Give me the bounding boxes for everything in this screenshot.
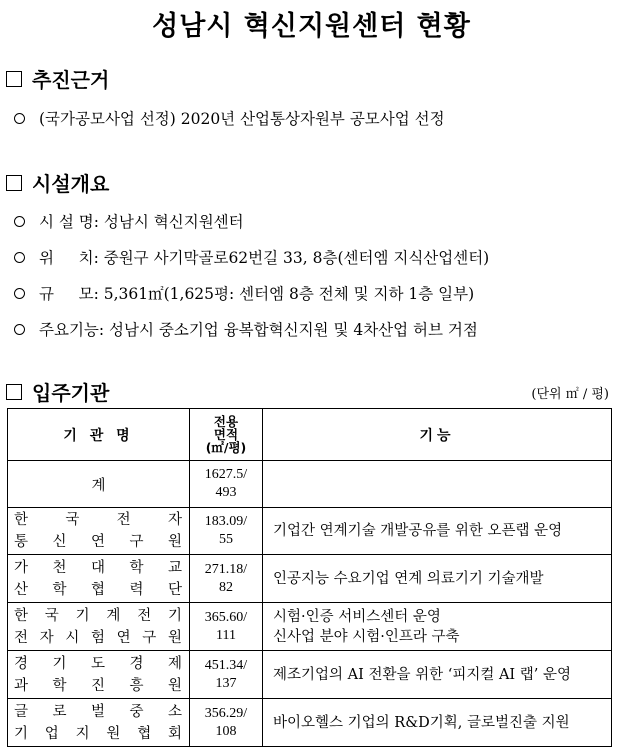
- section-heading-tenants: 입주기관: [6, 377, 109, 406]
- institution-name-line: 경 기 도 경 제: [14, 655, 182, 672]
- institution-name-line: 통 신 연 구 원: [14, 534, 182, 550]
- section-heading-facility: 시설개요: [6, 168, 109, 197]
- table-row: [8, 651, 612, 699]
- institution-name: [8, 555, 190, 603]
- circle-bullet-icon: [14, 113, 25, 124]
- table-row: [8, 603, 612, 651]
- institution-name: [8, 699, 190, 747]
- institution-name-line: 과 학 진 흥 원: [14, 677, 182, 694]
- area-value: 451.34/ 137: [190, 651, 263, 699]
- facility-item-name: 시 설 명: 성남시 혁신지원센터: [14, 210, 244, 232]
- institution-name-line: 산 학 협 력 단: [14, 581, 182, 598]
- table-row-total: [8, 461, 612, 508]
- table-row: [8, 555, 612, 603]
- unit-label: (단위 ㎡ / 평): [531, 387, 609, 402]
- column-header-function: 기능: [263, 409, 612, 461]
- area-value: 356.29/ 108: [190, 699, 263, 747]
- institution-name-line: 글 로 벌 중 소: [14, 703, 182, 720]
- total-function: [263, 461, 612, 508]
- circle-bullet-icon: [14, 252, 25, 263]
- institution-name-line: 기 업 지 원 협 회: [14, 725, 182, 742]
- total-area: 1627.5/ 493: [190, 461, 263, 508]
- page-title: 성남시 혁신지원센터 현황: [152, 11, 471, 42]
- institution-name: [8, 603, 190, 651]
- table-header-row: [8, 409, 612, 461]
- institution-name-line: 한 국 전 자: [14, 512, 182, 528]
- total-label: 계: [8, 461, 190, 508]
- area-value: 183.09/ 55: [190, 508, 263, 555]
- function-description: 제조기업의 AI 전환을 위한 ‘피지컬 AI 랩’ 운영: [263, 651, 612, 699]
- tenants-table: [7, 408, 612, 747]
- table-row: [8, 508, 612, 555]
- institution-name-line: 전 자 시 험 연 구 원: [14, 629, 182, 646]
- area-value: 271.18/ 82: [190, 555, 263, 603]
- institution-name: [8, 508, 190, 555]
- table-row: [8, 699, 612, 747]
- square-bullet-icon: [6, 175, 22, 191]
- facility-item-function: 주요기능: 성남시 중소기업 융복합혁신지원 및 4차산업 허브 거점: [14, 318, 478, 340]
- column-header-name: 기 관 명: [8, 409, 190, 461]
- function-description: 시험·인증 서비스센터 운영 신사업 분야 시험·인프라 구축: [263, 603, 612, 651]
- institution-name-line: 한 국 기 계 전 기: [14, 607, 182, 624]
- square-bullet-icon: [6, 71, 22, 87]
- area-value: 365.60/ 111: [190, 603, 263, 651]
- circle-bullet-icon: [14, 324, 25, 335]
- column-header-area: 전용 면적 (㎡/평): [190, 409, 263, 461]
- circle-bullet-icon: [14, 216, 25, 227]
- function-description: 바이오헬스 기업의 R&D기획, 글로벌진출 지원: [263, 699, 612, 747]
- function-description: 인공지능 수요기업 연계 의료기기 기술개발: [263, 555, 612, 603]
- basis-item: (국가공모사업 선정) 2020년 산업통상자원부 공모사업 선정: [14, 107, 445, 129]
- circle-bullet-icon: [14, 288, 25, 299]
- section-heading-basis: 추진근거: [6, 64, 109, 93]
- institution-name: [8, 651, 190, 699]
- function-description: 기업간 연계기술 개발공유를 위한 오픈랩 운영: [263, 508, 612, 555]
- facility-item-scale: 규 모: 5,361㎡(1,625평: 센터엠 8층 전체 및 지하 1층 일부): [14, 282, 474, 304]
- institution-name-line: 가 천 대 학 교: [14, 559, 182, 576]
- facility-item-location: 위 치: 중원구 사기막골로62번길 33, 8층(센터엠 지식산업센터): [14, 246, 489, 268]
- square-bullet-icon: [6, 384, 22, 400]
